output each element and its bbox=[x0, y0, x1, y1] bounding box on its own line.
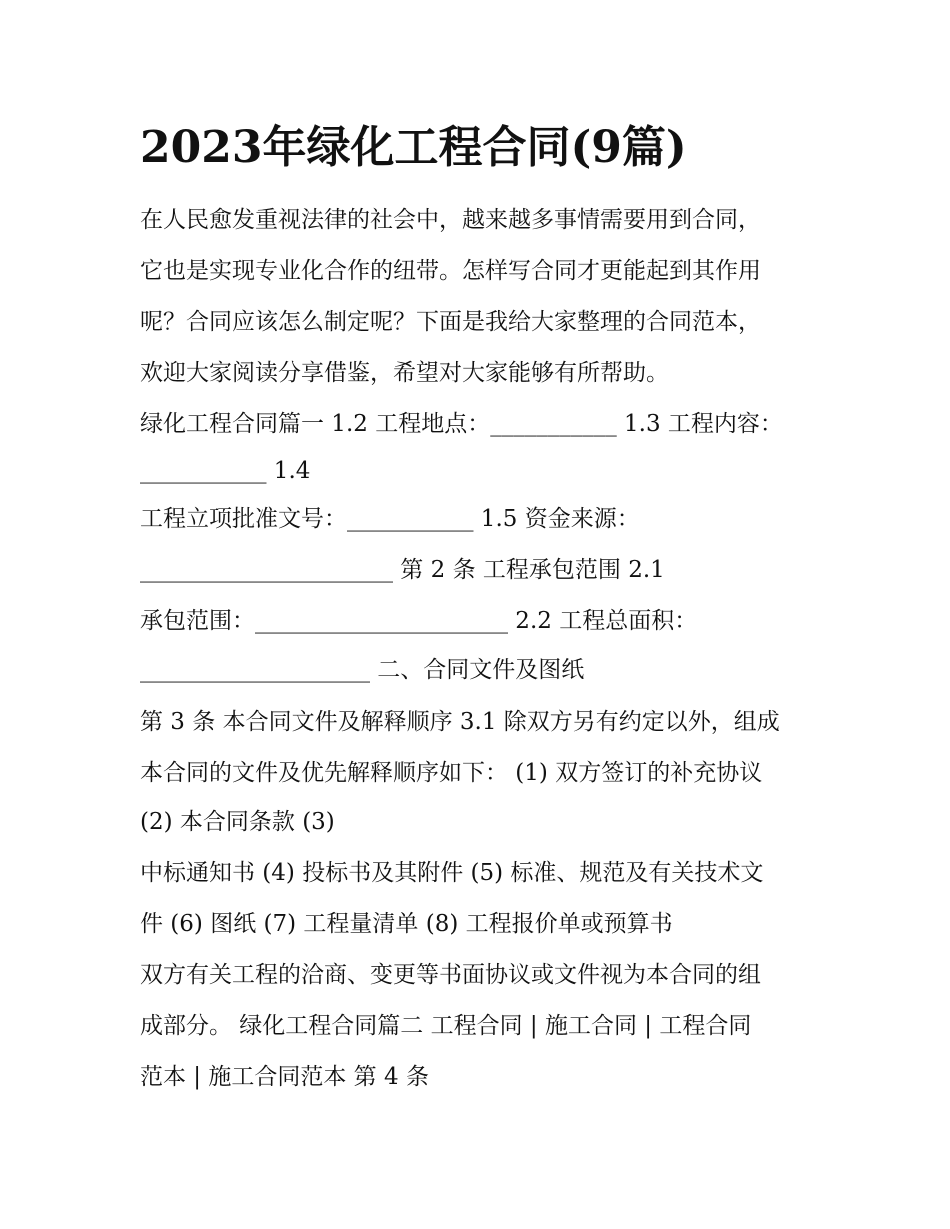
paragraph-line: (2) 本合同条款 (3) bbox=[140, 809, 335, 835]
paragraph-line: 第 3 条 本合同文件及解释顺序 3.1 除双方另有约定以外，组成 bbox=[140, 709, 780, 735]
paragraph-line: 范本 | 施工合同范本 第 4 条 bbox=[140, 1064, 429, 1090]
paragraph-line: ____________________ 二、合同文件及图纸 bbox=[140, 657, 585, 683]
paragraph-line: 双方有关工程的洽商、变更等书面协议或文件视为本合同的组 bbox=[140, 962, 761, 988]
paragraph-line: 成部分。 绿化工程合同篇二 工程合同 | 施工合同 | 工程合同 bbox=[140, 1013, 752, 1039]
paragraph-line: 中标通知书 (4) 投标书及其附件 (5) 标准、规范及有关技术文 bbox=[140, 860, 764, 886]
paragraph-line: 欢迎大家阅读分享借鉴，希望对大家能够有所帮助。 bbox=[140, 360, 669, 386]
paragraph-line: 呢？合同应该怎么制定呢？下面是我给大家整理的合同范本， bbox=[140, 309, 761, 335]
paragraph-line: ___________ 1.4 bbox=[140, 458, 311, 484]
paragraph-line: 承包范围：______________________ 2.2 工程总面积： bbox=[140, 608, 698, 634]
paragraph-line: 它也是实现专业化合作的纽带。怎样写合同才更能起到其作用 bbox=[140, 258, 761, 284]
paragraph-line: 工程立项批准文号：___________ 1.5 资金来源： bbox=[140, 506, 640, 532]
paragraph-line: 本合同的文件及优先解释顺序如下： (1) 双方签订的补充协议 bbox=[140, 760, 763, 786]
paragraph-line: 绿化工程合同篇一 1.2 工程地点：___________ 1.3 工程内容： bbox=[140, 411, 783, 437]
paragraph-line: ______________________ 第 2 条 工程承包范围 2.1 bbox=[140, 557, 665, 583]
paragraph-line: 件 (6) 图纸 (7) 工程量清单 (8) 工程报价单或预算书 bbox=[140, 911, 673, 937]
paragraph-line: 在人民愈发重视法律的社会中，越来越多事情需要用到合同， bbox=[140, 207, 761, 233]
document-title: 2023年绿化工程合同(9篇) bbox=[140, 122, 687, 173]
